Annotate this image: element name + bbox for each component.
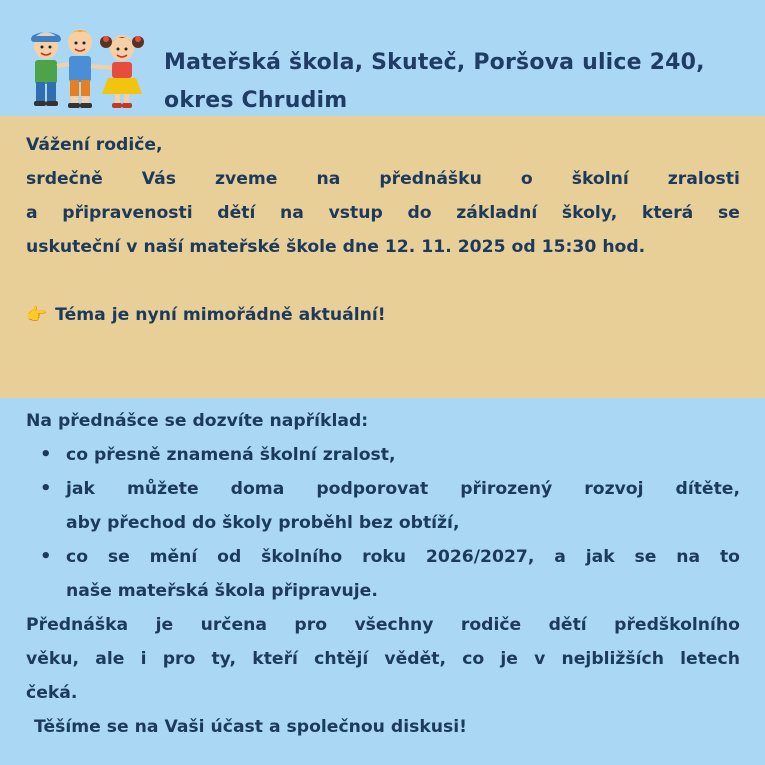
word: rozvoj — [584, 479, 644, 499]
para-line3: čeká. — [26, 683, 78, 703]
word: a — [26, 203, 38, 223]
word: od — [217, 547, 242, 567]
word: mění — [149, 547, 198, 567]
word: přednášku — [379, 169, 482, 189]
word: ale — [95, 649, 125, 669]
word: zralosti — [667, 169, 740, 189]
list-item — [26, 540, 740, 608]
closing-line: Těšíme se na Vaši účast a společnou diskusi! — [34, 717, 467, 737]
word: o — [520, 169, 533, 189]
highlight-text: Téma je nyní mimořádně aktuální! — [55, 305, 386, 325]
word: která — [641, 203, 694, 223]
word: i — [140, 649, 147, 669]
para-line1 — [26, 608, 740, 642]
word: v — [534, 649, 546, 669]
word: kteří — [252, 649, 298, 669]
word: předškolního — [614, 615, 740, 635]
word: všechny — [354, 615, 434, 635]
word: věku, — [26, 649, 80, 669]
bullet1-text: co přesně znamená školní zralost, — [66, 445, 396, 465]
word: do — [407, 203, 432, 223]
word: dětí — [217, 203, 256, 223]
word: srdečně — [26, 169, 103, 189]
highlight-line — [26, 298, 740, 332]
word: nejbližších — [561, 649, 664, 669]
word: roku — [362, 547, 407, 567]
details-intro: Na přednášce se dozvíte například: — [26, 411, 369, 431]
bullet3-line2: naše mateřská škola připravuje. — [66, 581, 378, 601]
list-item — [26, 472, 740, 540]
bullet2-line1 — [66, 472, 740, 506]
word: školy, — [561, 203, 618, 223]
word: školní — [571, 169, 629, 189]
word: • co — [66, 547, 88, 567]
word: vstup — [328, 203, 383, 223]
word: je — [500, 649, 518, 669]
school-title-line2: okres Chrudim — [164, 88, 348, 113]
word: dětí — [548, 615, 587, 635]
word: zveme — [215, 169, 278, 189]
word: pro — [162, 649, 196, 669]
para-line2 — [26, 642, 740, 676]
word: to — [719, 547, 740, 567]
word: jak — [585, 547, 615, 567]
word: chtějí — [314, 649, 369, 669]
word: na — [316, 169, 341, 189]
invitation-line2 — [26, 196, 740, 230]
word: se — [634, 547, 657, 567]
school-title-line1: Mateřská škola, Skuteč, Poršova ulice 240, — [164, 50, 705, 75]
bullet3-line1 — [66, 540, 740, 574]
bullet2-line2: aby přechod do školy proběhl bez obtíží, — [66, 513, 460, 533]
invitation-text — [26, 128, 740, 332]
word: pro — [294, 615, 328, 635]
word: se — [107, 547, 130, 567]
word: dítěte, — [675, 479, 740, 499]
invitation-line3: uskuteční v naší mateřské škole dne 12. 11. 2025 od 15:30 hod. — [26, 237, 646, 257]
word: základní — [456, 203, 538, 223]
word: přirozený — [460, 479, 553, 499]
word: doma — [230, 479, 285, 499]
word: na — [280, 203, 304, 223]
word: • jak — [66, 479, 95, 499]
word: na — [676, 547, 701, 567]
word: Vás — [141, 169, 176, 189]
pointing-hand-icon: 👉 — [26, 305, 48, 325]
word: co — [462, 649, 485, 669]
greeting: Vážení rodiče, — [26, 135, 163, 155]
word: Přednáška — [26, 615, 129, 635]
list-item — [26, 438, 740, 472]
children-holding-hands-icon — [22, 24, 162, 114]
word: rodiče — [460, 615, 522, 635]
word: můžete — [126, 479, 199, 499]
topics-list — [26, 438, 740, 608]
word: vědět, — [384, 649, 446, 669]
school-title — [164, 44, 754, 120]
word: 2026/2027, — [425, 547, 535, 567]
word: se — [717, 203, 740, 223]
word: podporovat — [316, 479, 429, 499]
word: ty, — [211, 649, 237, 669]
word: školního — [261, 547, 343, 567]
word: připravenosti — [62, 203, 193, 223]
word: je — [155, 615, 174, 635]
word: určena — [200, 615, 267, 635]
details-section — [26, 404, 740, 744]
word: a — [554, 547, 566, 567]
header-band — [0, 0, 765, 116]
invitation-line1 — [26, 162, 740, 196]
word: letech — [680, 649, 740, 669]
